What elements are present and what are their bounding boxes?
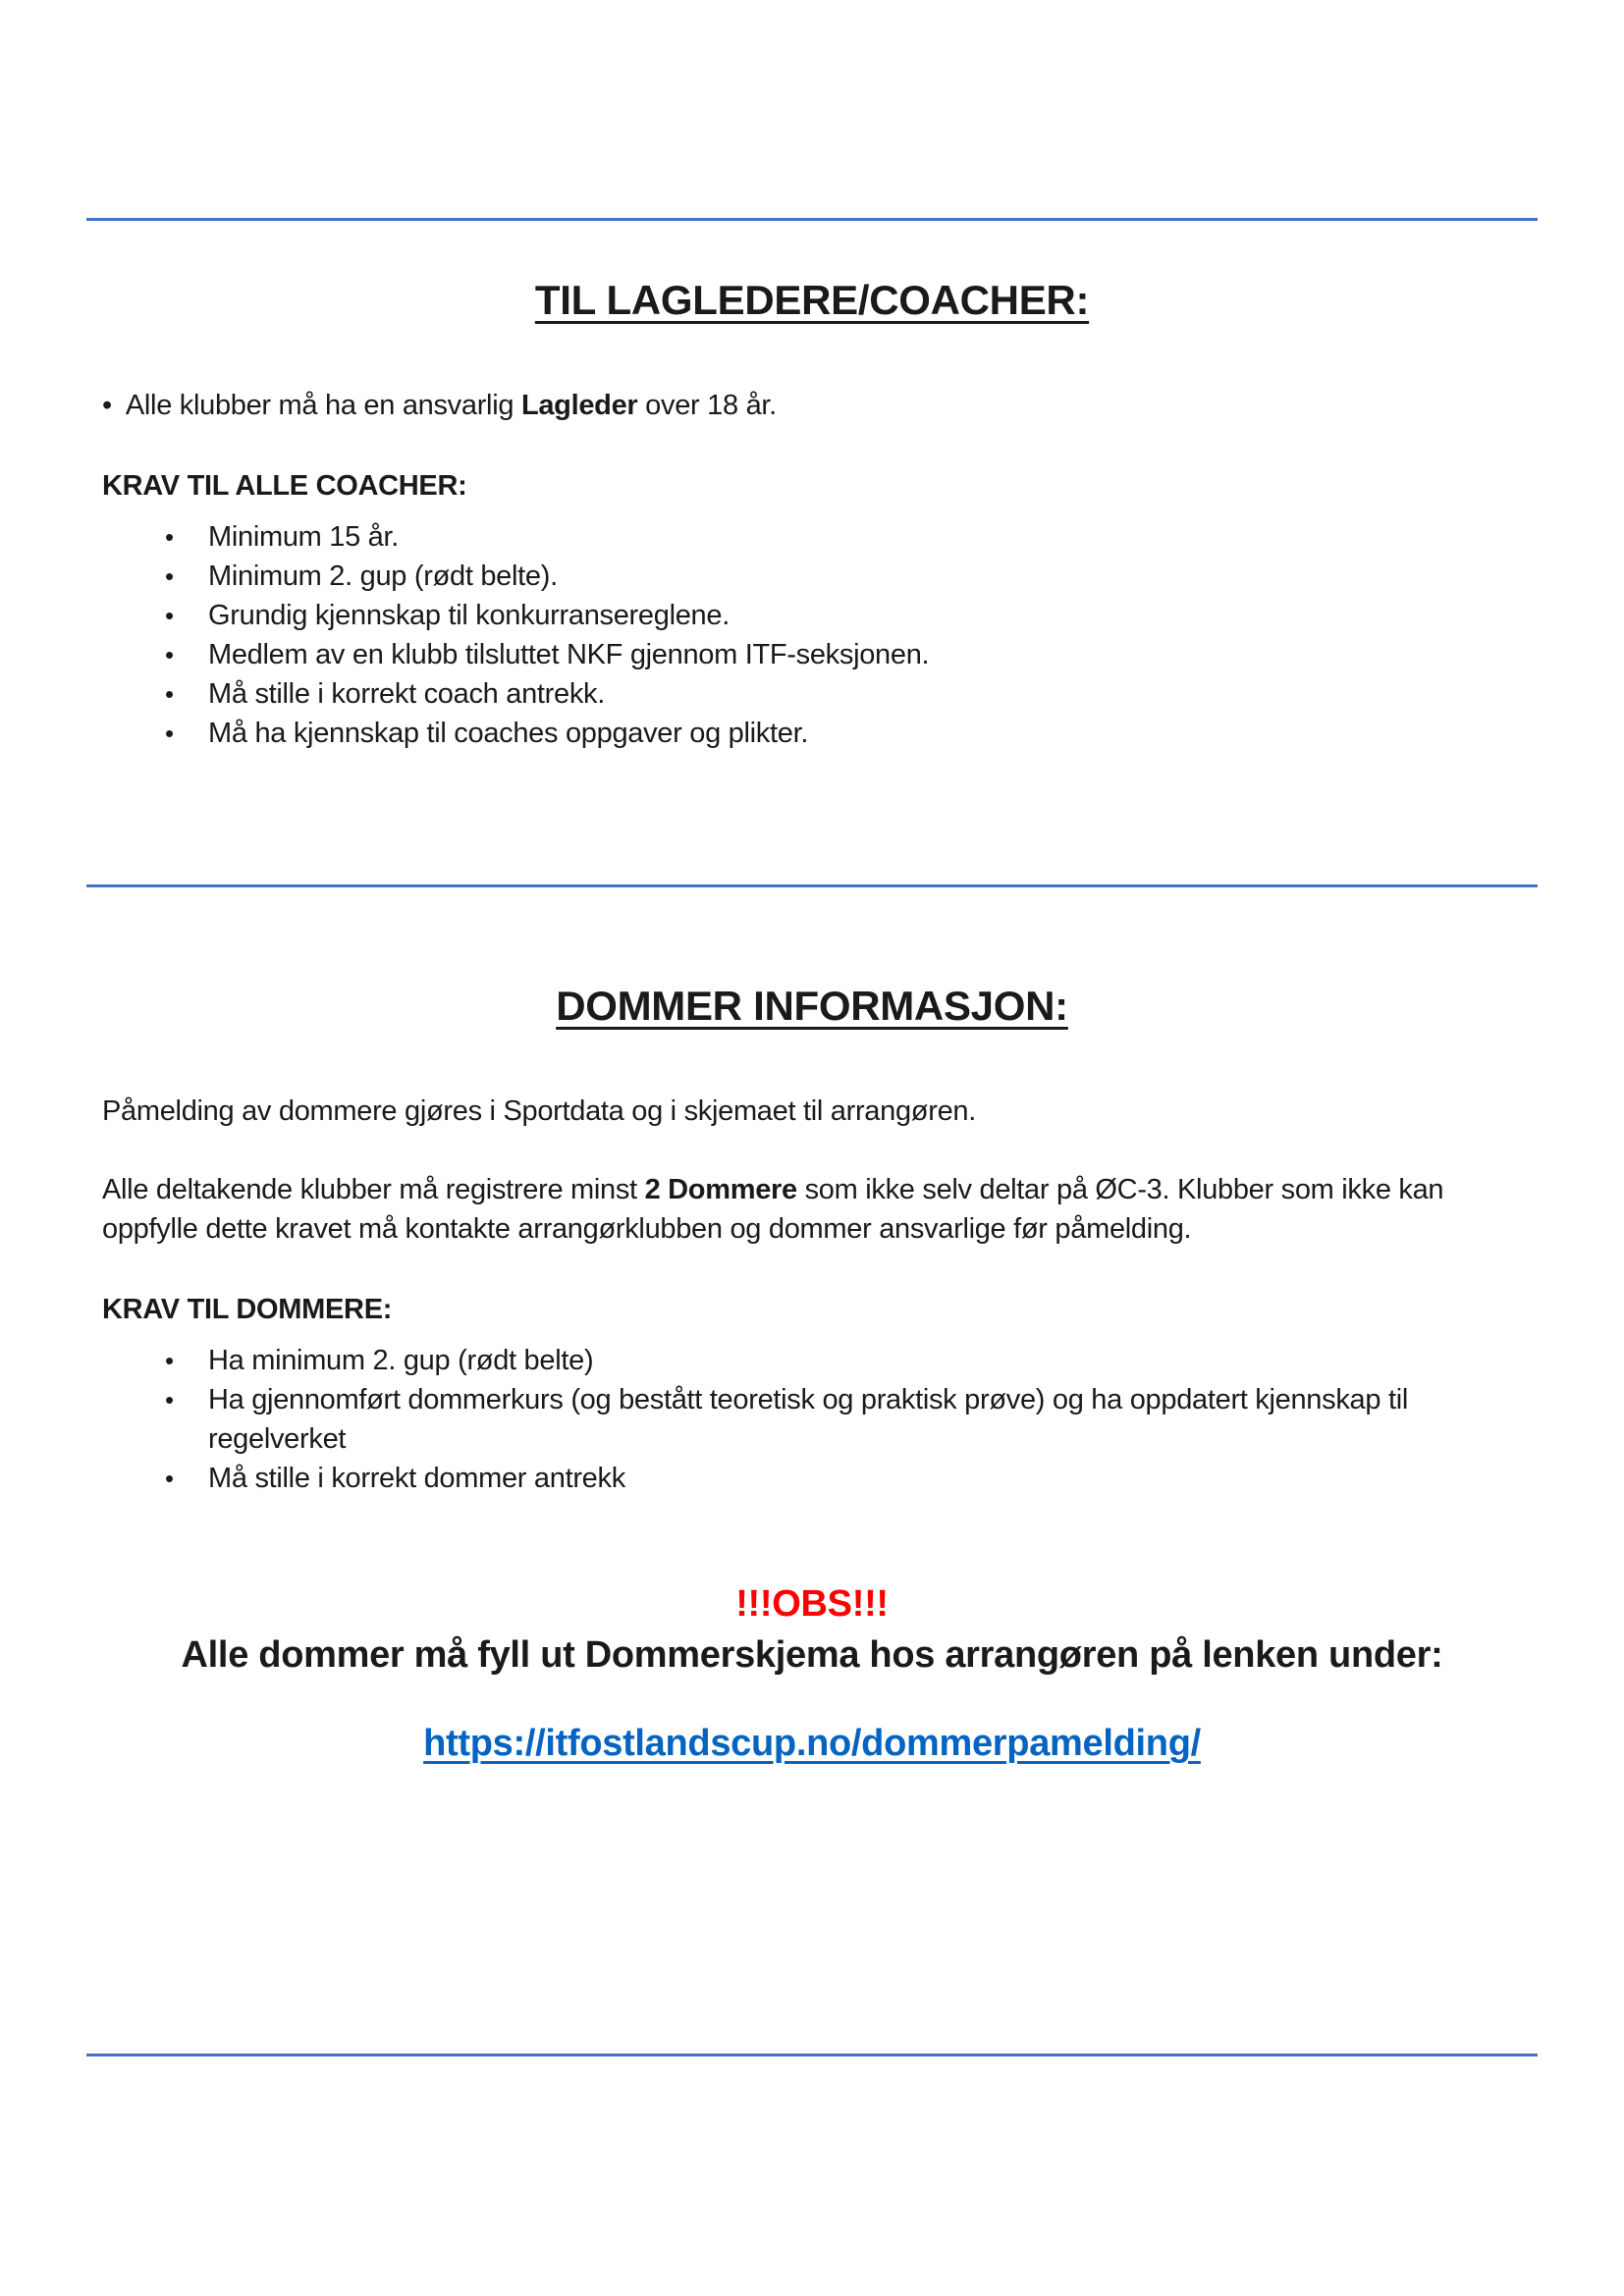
p2-bold-text: 2 Dommere	[644, 1174, 797, 1205]
list-item	[165, 635, 1522, 674]
list-item-text: Må ha kjennskap til coaches oppgaver og plikter.	[208, 718, 809, 749]
list-item	[165, 557, 1522, 596]
section-referees	[102, 982, 1522, 1769]
referee-form-instruction: Alle dommer må fyll ut Dommerskjema hos arrangøren på lenken under:	[181, 1634, 1443, 1676]
referee-signup-link-row	[102, 1718, 1522, 1769]
list-item	[165, 1459, 1522, 1498]
bullet-icon: •	[165, 640, 174, 669]
list-item	[165, 1380, 1522, 1459]
p2-prefix-text: Alle deltakende klubber må registrere minst	[102, 1174, 645, 1205]
list-item-text: Minimum 2. gup (rødt belte).	[208, 561, 558, 592]
list-item-text: Må stille i korrekt coach antrekk.	[208, 678, 605, 710]
intro-suffix-text: over 18 år.	[637, 390, 777, 421]
referee-registration-paragraph: Påmelding av dommere gjøres i Sportdata og i skjemaet til arrangøren.	[102, 1095, 976, 1127]
coach-requirements-heading: KRAV TIL ALLE COACHER:	[102, 470, 467, 502]
coaches-intro-paragraph	[102, 386, 1522, 425]
list-item-text: Ha gjennomført dommerkurs (og bestått teoretisk og praktisk prøve) og ha oppdatert kjennskap til regelverket	[208, 1384, 1408, 1455]
bullet-icon: •	[165, 1464, 174, 1493]
intro-prefix-text: Alle klubber må ha en ansvarlig	[125, 390, 521, 421]
referee-signup-link[interactable]: https://itfostlandscup.no/dommerpamelding/	[423, 1723, 1201, 1764]
list-item-text: Minimum 15 år.	[208, 521, 400, 553]
section-coaches	[102, 276, 1522, 753]
list-item	[165, 714, 1522, 753]
middle-divider-line	[86, 884, 1538, 887]
list-item-text: Grundig kjennskap til konkurransereglene.	[208, 600, 730, 631]
coaches-section-title: TIL LAGLEDERE/COACHER:	[534, 277, 1090, 323]
bullet-icon: •	[102, 390, 112, 421]
list-item	[165, 674, 1522, 714]
list-item	[165, 596, 1522, 635]
bullet-icon: •	[165, 719, 174, 748]
bullet-icon: •	[165, 679, 174, 709]
list-item	[165, 517, 1522, 557]
bottom-divider-line	[86, 2054, 1538, 2056]
referee-requirements-heading: KRAV TIL DOMMERE:	[102, 1294, 393, 1325]
referees-section-title: DOMMER INFORMASJON:	[556, 983, 1068, 1029]
obs-warning-text: !!!OBS!!!	[735, 1583, 889, 1625]
bullet-icon: •	[165, 601, 174, 630]
list-item-text: Ha minimum 2. gup (rødt belte)	[208, 1345, 594, 1376]
bullet-icon: •	[165, 522, 174, 552]
list-item	[165, 1341, 1522, 1380]
list-item-text: Medlem av en klubb tilsluttet NKF gjennom ITF-seksjonen.	[208, 639, 930, 670]
top-divider-line	[86, 218, 1538, 221]
coach-requirements-list	[102, 517, 1522, 753]
bullet-icon: •	[165, 1346, 174, 1375]
bullet-icon: •	[165, 1385, 174, 1415]
referee-requirements-list	[102, 1341, 1522, 1498]
referee-requirement-paragraph	[102, 1170, 1522, 1249]
p2-suffix-text: som ikke selv deltar på ØC-3. Klubber som ikke kan oppfylle dette kravet må kontakte arrangørklubben og dommer ansvarlige før påmelding.	[102, 1174, 1444, 1245]
list-item-text: Må stille i korrekt dommer antrekk	[208, 1463, 625, 1494]
bullet-icon: •	[165, 561, 174, 591]
intro-bold-text: Lagleder	[520, 390, 638, 421]
